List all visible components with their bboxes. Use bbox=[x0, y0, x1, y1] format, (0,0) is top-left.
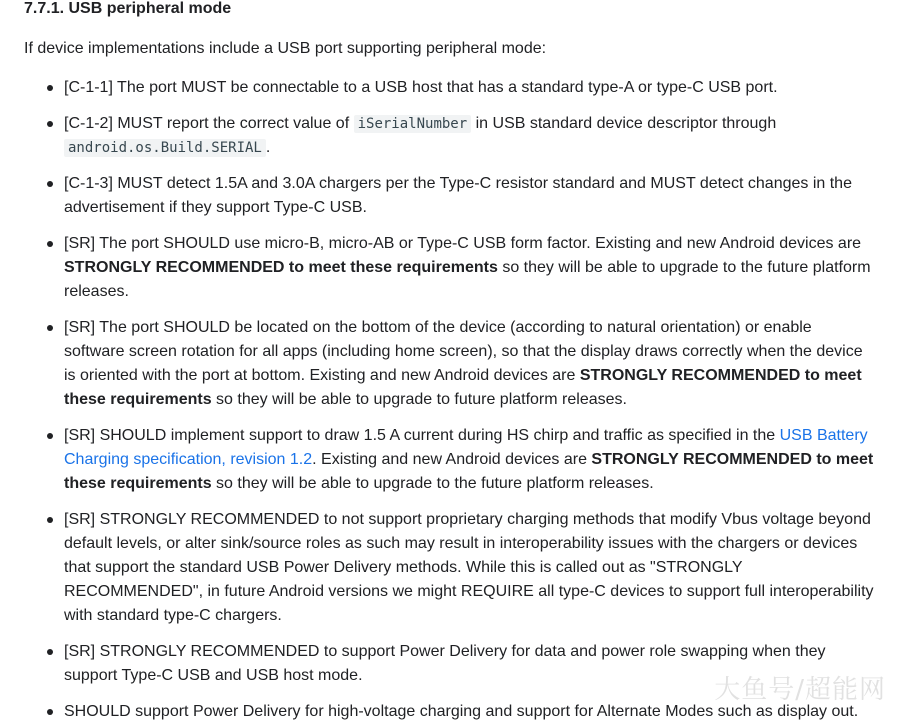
usb-battery-charging-spec-link[interactable]: USB Battery Charging specification, revision 1.2 bbox=[64, 427, 868, 468]
requirement-item-c-1-1 bbox=[0, 76, 900, 100]
requirement-text: . bbox=[265, 139, 271, 156]
requirement-text: [C-1-3] MUST detect 1.5A and 3.0A chargers per the Type-C resistor standard and MUST detect changes in the advertisement if they support Type-C USB. bbox=[64, 175, 852, 216]
requirement-text: [C-1-2] MUST report the correct value of bbox=[64, 115, 354, 132]
code-iserialnumber: iSerialNumber bbox=[354, 115, 472, 133]
requirement-text: [SR] STRONGLY RECOMMENDED to not support proprietary charging methods that modify Vbus voltage beyond default levels, or alter sink/source roles as such may result in interoperability issues with the chargers or devices that support the standard USB Power Delivery methods. While this is called out as "STRONGLY RECOMMENDED", in future Android versions we might REQUIRE all type-C devices to support full interoperability with standard type-C chargers. bbox=[64, 511, 874, 624]
requirement-text: [SR] STRONGLY RECOMMENDED to support Power Delivery for data and power role swapping when they support Type-C USB and USB host mode. bbox=[64, 643, 826, 684]
requirement-item-sr-power-delivery bbox=[0, 640, 900, 688]
requirement-text: [C-1-1] The port MUST be connectable to a USB host that has a standard type-A or type-C USB port. bbox=[64, 79, 778, 96]
strongly-recommended-emphasis: STRONGLY RECOMMENDED to meet these requirements bbox=[64, 259, 498, 276]
requirement-text: . Existing and new Android devices are bbox=[312, 451, 592, 468]
requirements-list bbox=[0, 76, 900, 726]
strongly-recommended-emphasis: STRONGLY RECOMMENDED to meet these requirements bbox=[64, 367, 862, 408]
requirement-item-c-1-3 bbox=[0, 172, 900, 220]
watermark: 大鱼号/超能网 bbox=[714, 675, 886, 705]
requirement-text: [SR] The port SHOULD be located on the bottom of the device (according to natural orientation) or enable software screen rotation for all apps (including home screen), so that the display draws correctly when the device is oriented with the port at bottom. Existing and new Android devices are bbox=[64, 319, 863, 384]
requirement-item-should-high-voltage bbox=[0, 700, 900, 724]
requirement-text: [SR] SHOULD implement support to draw 1.5 A current during HS chirp and traffic as specified in the bbox=[64, 427, 780, 444]
requirement-text: in USB standard device descriptor through bbox=[471, 115, 777, 132]
requirement-item-c-1-2 bbox=[0, 112, 900, 160]
requirement-item-sr-proprietary-charging bbox=[0, 508, 900, 628]
requirement-text: SHOULD support Power Delivery for high-voltage charging and support for Alternate Modes such as display out. bbox=[64, 703, 859, 720]
section-title: 7.7.1. USB peripheral mode bbox=[24, 0, 232, 17]
section-intro: If device implementations include a USB port supporting peripheral mode: bbox=[24, 40, 547, 57]
requirement-text: so they will be able to upgrade to future platform releases. bbox=[211, 391, 627, 408]
requirement-text: so they will be able to upgrade to the future platform releases. bbox=[64, 259, 871, 300]
requirement-text: so they will be able to upgrade to the future platform releases. bbox=[211, 475, 654, 492]
code-build-serial: android.os.Build.SERIAL bbox=[64, 139, 266, 157]
requirement-item-sr-hs-chirp bbox=[0, 424, 900, 496]
requirement-text: [SR] The port SHOULD use micro-B, micro-AB or Type-C USB form factor. Existing and new Android devices are bbox=[64, 235, 862, 252]
strongly-recommended-emphasis: STRONGLY RECOMMENDED to meet these requirements bbox=[64, 451, 874, 492]
requirement-item-sr-form-factor bbox=[0, 232, 900, 304]
requirement-item-sr-port-location bbox=[0, 316, 900, 412]
